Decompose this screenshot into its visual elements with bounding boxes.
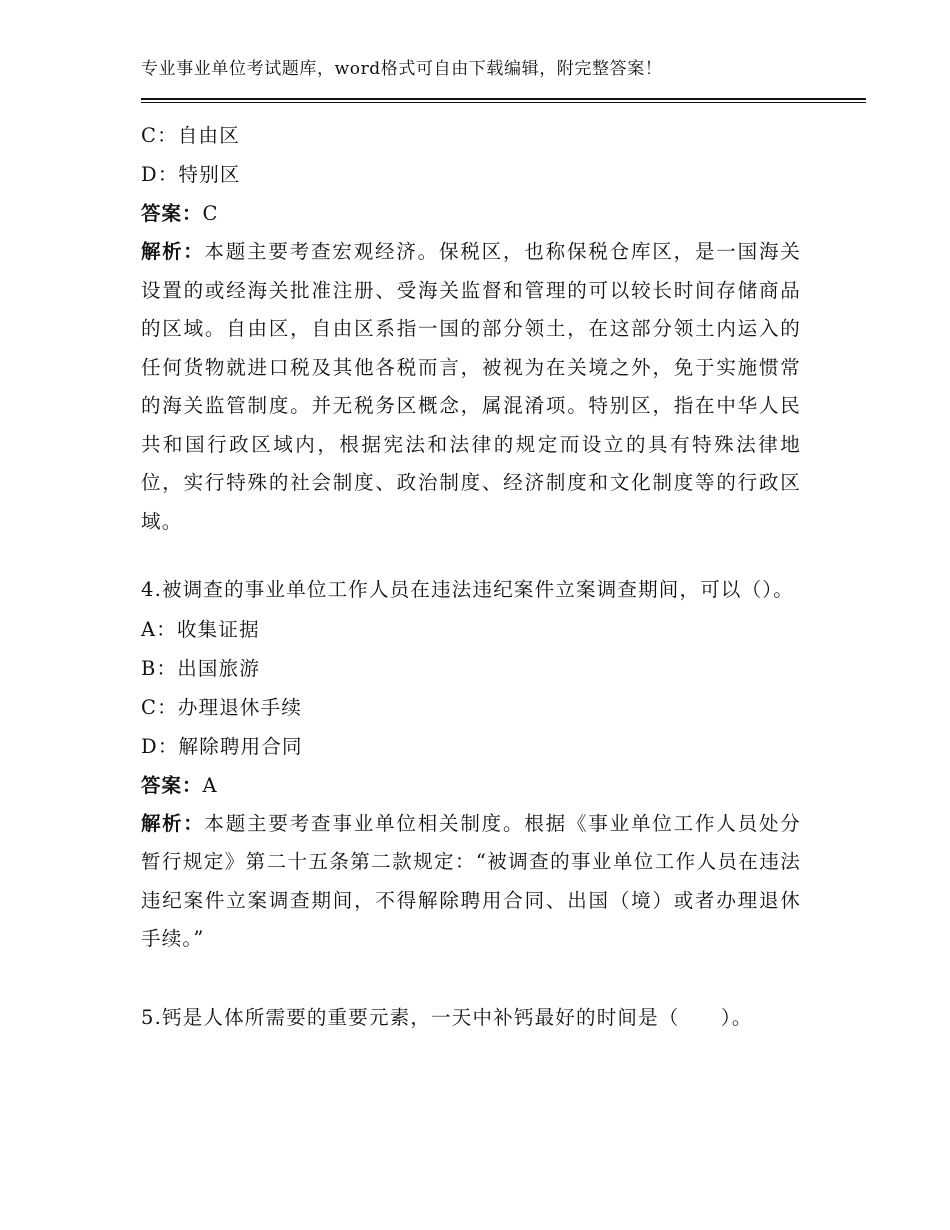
q5-question: 5.钙是人体所需要的重要元素，一天中补钙最好的时间是（ ）。 bbox=[141, 1005, 753, 1029]
page-header: 专业事业单位考试题库，word格式可自由下载编辑，附完整答案！ bbox=[141, 59, 663, 79]
q3-option-d: D：特别区 bbox=[141, 163, 241, 186]
q3-answer bbox=[141, 194, 801, 233]
q4-analysis-label: 解析： bbox=[141, 811, 205, 835]
q4-question: 4.被调查的事业单位工作人员在违法违纪案件立案调查期间，可以（）。 bbox=[141, 578, 794, 601]
header-rule-thin bbox=[141, 102, 866, 103]
spacer bbox=[141, 541, 801, 571]
q4-analysis bbox=[141, 805, 801, 959]
q4-answer bbox=[141, 766, 801, 805]
spacer bbox=[141, 959, 801, 999]
q3-analysis-text: 本题主要考查宏观经济。保税区，也称保税仓库区，是一国海关设置的或经海关批准注册、受海关监督和管理的可以较长时间存储商品的区域。自由区，自由区系指一国的部分领土，在这部分领土内运入的任何货物就进口税及其他各税而言，被视为在关境之外，免于实施惯常的海关监管制度。并无税务区概念，属混淆项。特别区，指在中华人民共和国行政区域内，根据宪法和法律的规定而设立的具有特殊法律地位，实行特殊的社会制度、政治制度、经济制度和文化制度等的行政区域。 bbox=[141, 240, 801, 533]
q3-option-c: C：自由区 bbox=[141, 124, 240, 147]
header-rule-thick bbox=[141, 98, 866, 100]
q4-option-b: B：出国旅游 bbox=[141, 656, 261, 680]
q4-answer-value: A bbox=[202, 773, 218, 797]
q3-answer-label: 答案： bbox=[141, 202, 203, 225]
q4-option-a: A：收集证据 bbox=[141, 617, 260, 641]
q4-option-c: C：办理退休手续 bbox=[141, 695, 303, 719]
q3-analysis bbox=[141, 233, 801, 541]
q3-analysis-label: 解析： bbox=[141, 240, 205, 263]
q3-answer-value: C bbox=[202, 202, 219, 225]
exam-content bbox=[141, 116, 801, 1037]
q4-analysis-text: 本题主要考查事业单位相关制度。根据《事业单位工作人员处分暂行规定》第二十五条第二款规定：“被调查的事业单位工作人员在违法违纪案件立案调查期间，不得解除聘用合同、出国（境）或者办理退休手续。” bbox=[141, 811, 801, 950]
q4-answer-label: 答案： bbox=[141, 773, 203, 797]
q4-option-d: D：解除聘用合同 bbox=[141, 734, 303, 758]
